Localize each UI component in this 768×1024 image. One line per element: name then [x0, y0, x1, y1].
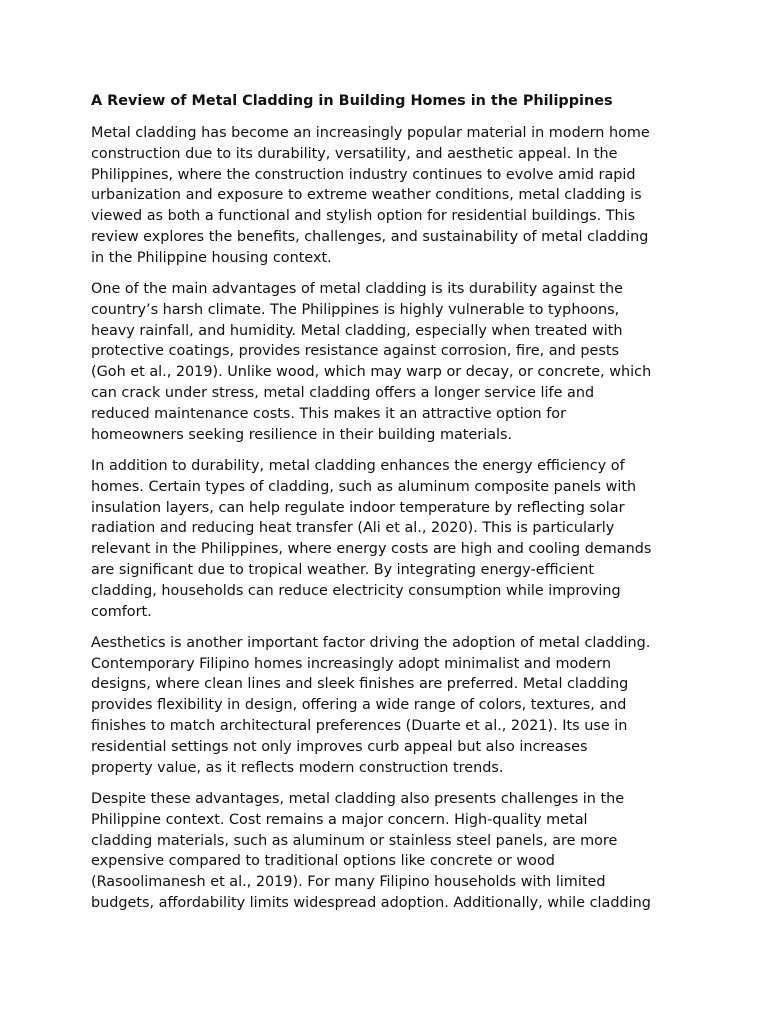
text-line: Philippine context. Cost remains a major concern. High-quality metal	[91, 811, 588, 828]
text-line: reduced maintenance costs. This makes it an attractive option for	[91, 405, 567, 422]
text-line: are significant due to tropical weather. By integrating energy-efficient	[91, 561, 595, 578]
text-line: property value, as it reflects modern construction trends.	[91, 759, 504, 776]
text-line: One of the main advantages of metal cladding is its durability against the	[91, 281, 624, 298]
text-line: in the Philippine housing context.	[91, 249, 332, 266]
text-line: (Rasoolimanesh et al., 2019). For many Filipino households with limited	[91, 874, 606, 891]
paragraph-aesthetics	[91, 633, 681, 779]
text-line: radiation and reducing heat transfer (Ali et al., 2020). This is particularly	[91, 520, 615, 537]
text-line: construction due to its durability, versatility, and aesthetic appeal. In the	[91, 145, 618, 162]
paragraph-energy-efficiency	[91, 456, 681, 622]
text-line: Metal cladding has become an increasingly popular material in modern home	[91, 125, 650, 141]
text-line: budgets, affordability limits widespread adoption. Additionally, while cladding	[91, 894, 651, 911]
document-title: A Review of Metal Cladding in Building Homes in the Philippines	[91, 93, 613, 109]
text-line: residential settings not only improves curb appeal but also increases	[91, 738, 588, 755]
text-line: comfort.	[91, 603, 152, 620]
text-line: review explores the benefits, challenges, and sustainability of metal cladding	[91, 228, 649, 245]
text-line: In addition to durability, metal cladding enhances the energy efficiency of	[91, 457, 625, 474]
text-line: insulation layers, can help regulate indoor temperature by reflecting solar	[91, 499, 625, 516]
text-line: cladding, households can reduce electricity consumption while improving	[91, 582, 621, 599]
text-line: homes. Certain types of cladding, such as aluminum composite panels with	[91, 478, 637, 495]
text-line: can crack under stress, metal cladding offers a longer service life and	[91, 385, 595, 402]
text-line: Contemporary Filipino homes increasingly adopt minimalist and modern	[91, 655, 612, 672]
paragraph-challenges	[91, 789, 681, 914]
text-line: designs, where clean lines and sleek finishes are preferred. Metal cladding	[91, 676, 629, 693]
paragraph-introduction	[91, 123, 681, 269]
text-line: relevant in the Philippines, where energy costs are high and cooling demands	[91, 541, 652, 558]
paragraph-durability	[91, 279, 681, 445]
text-line: heavy rainfall, and humidity. Metal cladding, especially when treated with	[91, 322, 623, 339]
text-line: cladding materials, such as aluminum or stainless steel panels, are more	[91, 832, 618, 849]
text-line: homeowners seeking resilience in their building materials.	[91, 426, 513, 443]
text-line: Aesthetics is another important factor driving the adoption of metal cladding.	[91, 634, 651, 651]
text-line: viewed as both a functional and stylish option for residential buildings. This	[91, 208, 636, 225]
text-line: Despite these advantages, metal cladding also presents challenges in the	[91, 790, 625, 807]
text-line: Philippines, where the construction industry continues to evolve amid rapid	[91, 166, 636, 183]
text-line: (Goh et al., 2019). Unlike wood, which may warp or decay, or concrete, which	[91, 364, 652, 381]
text-line: provides flexibility in design, offering a wide range of colors, textures, and	[91, 697, 627, 714]
text-line: expensive compared to traditional options like concrete or wood	[91, 853, 555, 870]
text-line: finishes to match architectural preferences (Duarte et al., 2021). Its use in	[91, 718, 628, 735]
document-page	[91, 91, 681, 924]
text-line: protective coatings, provides resistance against corrosion, fire, and pests	[91, 343, 619, 360]
text-line: urbanization and exposure to extreme weather conditions, metal cladding is	[91, 187, 642, 204]
text-line: country’s harsh climate. The Philippines is highly vulnerable to typhoons,	[91, 301, 620, 318]
